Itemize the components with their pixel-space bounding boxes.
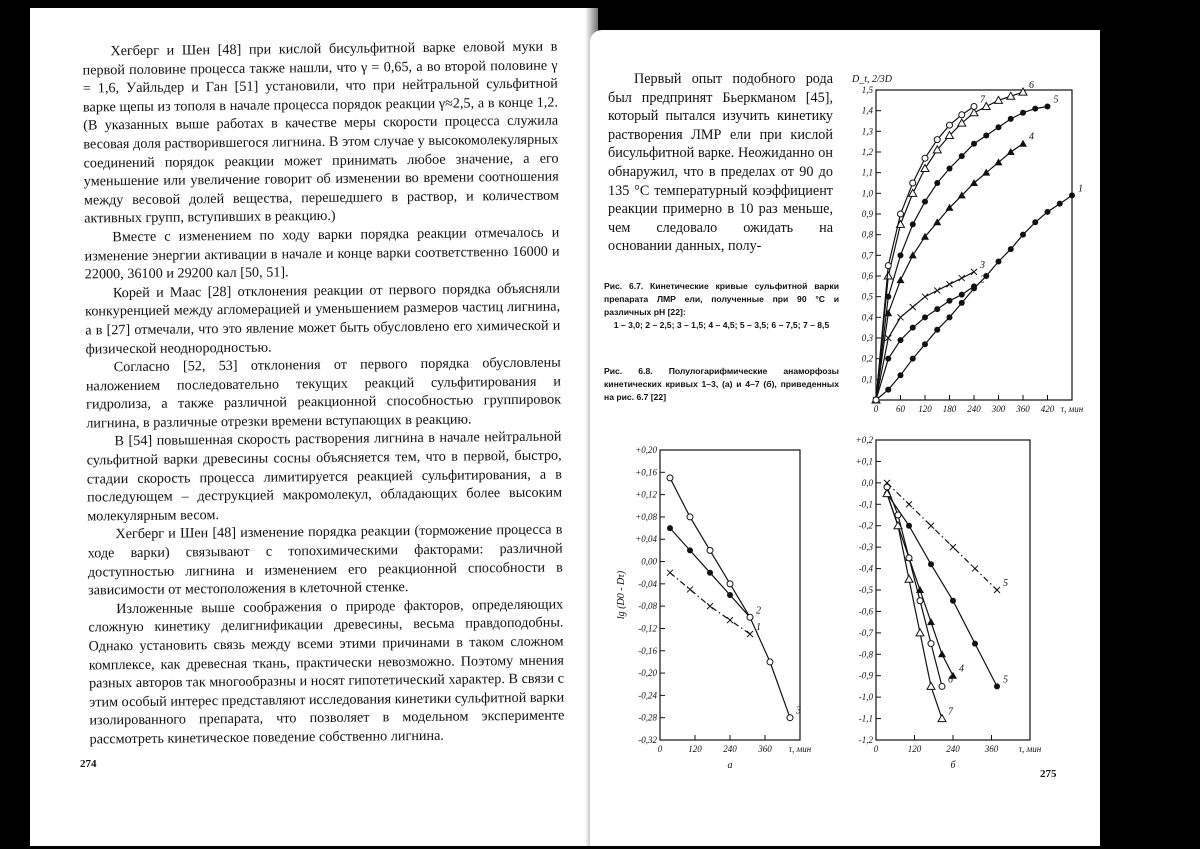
data-point xyxy=(934,306,940,312)
data-point xyxy=(787,715,793,721)
x-tick-label: 360 xyxy=(984,744,999,754)
data-point xyxy=(1020,232,1026,238)
data-point xyxy=(910,221,916,227)
paragraph: Корей и Маас [28] отклонения реакции от первого порядка объясняли конкуренцией между агломерацией и уменьшением размеров частиц лигнина, а в [27] отмечали, что это явление может быть обусловлено его химической и физической неоднородностью. xyxy=(85,280,561,357)
y-tick-label: 1,5 xyxy=(861,85,873,95)
y-tick-label: 1,3 xyxy=(861,126,873,137)
data-point xyxy=(947,122,953,128)
x-tick-label: 240 xyxy=(946,744,960,754)
data-point xyxy=(934,180,940,186)
data-point xyxy=(922,341,928,347)
data-point xyxy=(947,314,953,320)
data-point xyxy=(994,683,1000,689)
data-point xyxy=(1007,148,1015,155)
data-point xyxy=(898,252,904,258)
y-tick-label: +0,2 xyxy=(855,435,873,445)
y-tick-label: -1,0 xyxy=(858,692,873,703)
data-point xyxy=(767,659,773,665)
x-tick-label: 360 xyxy=(758,744,772,754)
y-tick-label: 0,7 xyxy=(861,250,873,261)
data-point xyxy=(959,112,965,118)
plot-frame xyxy=(876,90,1072,400)
y-tick-label: -1,1 xyxy=(858,713,873,724)
left-page xyxy=(30,8,598,846)
y-tick-label: -0,7 xyxy=(858,627,873,638)
data-point xyxy=(959,292,965,298)
series-label: 7 xyxy=(948,706,953,718)
paragraph: Согласно [52, 53] отклонения от первого порядка обусловлены наложением последовательно текущих реакций сульфитирования и гидролиза, а также различной реакционной способностью группировок лигнина, в различные отрезки времени вступающих в реакцию. xyxy=(85,354,562,432)
paragraph: Вместе с изменением по ходу варки порядка реакции отмечалось и изменение энергии активации в начале и конце варки соответственно 16000 и 22000, 36100 и 29200 кал [50, 51]. xyxy=(84,224,560,283)
data-point xyxy=(885,356,891,362)
series-label: 3 xyxy=(980,259,985,271)
data-point xyxy=(909,251,917,258)
x-tick-label: 0 xyxy=(873,404,879,414)
series-label: 5 xyxy=(1053,94,1059,106)
series-line xyxy=(876,144,1023,400)
chart-kinetic-curves xyxy=(852,70,1082,420)
data-point xyxy=(928,561,934,567)
paragraph: Хегберг и Шен [48] изменение порядка реакции (торможение процесса в ходе варки) связывают с топохимическими факторами: различной доступностью лигнина и изменением его реакционной способности в зависимости от местоположения в клеточной стенке. xyxy=(87,521,563,599)
left-page-text xyxy=(82,38,564,749)
data-point xyxy=(687,547,693,553)
data-point xyxy=(1008,246,1014,252)
y-tick-label: -0,2 xyxy=(858,520,873,531)
data-point xyxy=(906,555,912,561)
y-tick-label: -0,24 xyxy=(638,690,657,701)
y-tick-label: +0,04 xyxy=(635,534,657,545)
panel-label: а xyxy=(727,760,733,771)
data-point xyxy=(934,137,940,143)
x-tick-label: τ, мин xyxy=(788,744,812,754)
y-tick-label: 1,2 xyxy=(861,147,873,157)
data-point xyxy=(938,650,946,657)
y-tick-label: 0,9 xyxy=(861,209,873,219)
y-tick-label: 1,4 xyxy=(861,105,873,116)
chart-semilog-b xyxy=(830,430,1045,770)
y-tick-label: -0,16 xyxy=(638,645,657,656)
data-point xyxy=(1045,209,1051,215)
x-tick-label: 180 xyxy=(942,404,957,414)
figure-caption-6-8 xyxy=(604,365,839,404)
x-tick-label: 420 xyxy=(1040,404,1055,414)
y-tick-label: -0,5 xyxy=(858,585,873,595)
series-label: 7 xyxy=(980,94,985,106)
x-tick-label: τ, мин xyxy=(1060,404,1084,414)
data-point xyxy=(1057,201,1063,207)
y-tick-label: 0,1 xyxy=(861,374,873,385)
data-point xyxy=(947,298,953,304)
data-point xyxy=(895,512,901,518)
data-point xyxy=(898,372,904,378)
series-label: 6 xyxy=(1029,80,1034,92)
data-point xyxy=(905,575,913,582)
caption-title: Рис. 6.7. Кинетические кривые сульфитной варки препарата ЛМР ели, полученные при 90 °С и различных pH [22]: xyxy=(604,281,839,317)
y-tick-label: 0,0 xyxy=(861,477,873,488)
x-tick-label: 300 xyxy=(991,404,1006,414)
data-point xyxy=(927,682,935,689)
series-line xyxy=(887,494,997,687)
y-tick-label: +0,12 xyxy=(635,489,657,500)
data-point xyxy=(910,325,916,331)
paragraph: Изложенные выше соображения о природе факторов, определяющих сложную кинетику делигнификации древесины, весьма правдоподобны. Однако установить связь между всеми этими причинами в таком сложном комплексе, как древесная ткань, практически невозможно. Поэтому мнения разных авторов так многообразны и носят гипотетический характер. В связи с этим особый интерес представляют исследования кинетики сульфитной варки изолированного препарата, что позволяет в модельном эксперименте рассмотреть кинетическое поведение собственно лигнина. xyxy=(88,596,565,748)
data-point xyxy=(667,525,673,531)
right-page-text xyxy=(608,70,833,256)
data-point xyxy=(884,272,892,279)
y-tick-label: 0,00 xyxy=(641,556,657,567)
data-point xyxy=(898,337,904,343)
data-point xyxy=(971,283,977,289)
y-tick-label: -0,3 xyxy=(858,542,873,553)
data-point xyxy=(959,300,965,306)
y-tick-label: 1,1 xyxy=(861,167,873,178)
y-tick-label: -0,20 xyxy=(638,668,657,679)
x-tick-label: 0 xyxy=(873,744,879,754)
data-point xyxy=(1019,88,1027,95)
data-point xyxy=(1069,192,1075,198)
y-tick-label: 0,8 xyxy=(861,229,873,240)
y-tick-label: -1,2 xyxy=(858,735,873,745)
page-number-left: 274 xyxy=(80,758,97,770)
x-tick-label: 120 xyxy=(918,404,932,414)
data-point xyxy=(916,629,924,636)
series-label: 4 xyxy=(1029,131,1034,143)
x-tick-label: 60 xyxy=(896,404,905,414)
y-tick-label: +0,16 xyxy=(635,467,657,478)
data-point xyxy=(897,276,905,283)
y-tick-label: 1,0 xyxy=(861,188,873,199)
data-point xyxy=(1045,104,1051,110)
caption-title: Рис. 6.8. Полулогарифмические анаморфозы кинетических кривых 1–3, (а) и 4–7 (б), приведенных на рис. 6.7 [22] xyxy=(604,366,839,402)
x-tick-label: 240 xyxy=(967,404,981,414)
data-point xyxy=(922,314,928,320)
paragraph: В [54] повышенная скорость растворения лигнина в начале нейтральной сульфитной варки древесины сосны объясняется тем, что в первой, быстро, стадии скорость процесса лимитируется реакцией сульфитирования, а в последующем – деструкцией макромолекул, обладающих более высоким молекулярным весом. xyxy=(86,428,563,525)
y-tick-label: -0,12 xyxy=(638,623,657,634)
y-tick-label: 0,2 xyxy=(861,353,873,364)
data-point xyxy=(921,165,929,172)
y-tick-label: -0,6 xyxy=(858,606,873,617)
y-tick-label: +0,1 xyxy=(855,456,873,467)
series-label: 2 xyxy=(980,274,985,286)
data-point xyxy=(996,259,1002,265)
data-point xyxy=(938,715,946,722)
y-tick-label: -0,1 xyxy=(858,499,873,510)
series-label: 1 xyxy=(756,622,761,634)
data-point xyxy=(1019,140,1027,147)
x-tick-label: 120 xyxy=(688,744,702,754)
series-label: 2 xyxy=(756,605,761,617)
series-label: 3 xyxy=(796,705,801,717)
series-label: 4 xyxy=(959,663,964,675)
data-point xyxy=(898,211,904,217)
data-point xyxy=(917,598,923,604)
series-label: 5 xyxy=(1003,674,1008,686)
data-point xyxy=(947,166,953,172)
y-tick-label: 0,3 xyxy=(861,333,873,343)
data-point xyxy=(910,180,916,186)
series-label: 6 xyxy=(948,674,953,686)
y-tick-label: -0,08 xyxy=(638,601,657,612)
y-axis-label: lg (D0 - Dτ) xyxy=(616,570,627,620)
data-point xyxy=(983,132,989,138)
data-point xyxy=(934,327,940,333)
data-point xyxy=(1032,219,1038,225)
data-point xyxy=(928,641,934,647)
y-tick-label: -0,32 xyxy=(638,735,657,745)
y-tick-label: +0,20 xyxy=(635,445,657,455)
data-point xyxy=(971,104,977,110)
panel-label: б xyxy=(950,760,956,771)
data-point xyxy=(687,514,693,520)
data-point xyxy=(910,356,916,362)
x-tick-label: 240 xyxy=(723,744,737,754)
data-point xyxy=(727,592,733,598)
data-point xyxy=(707,547,713,553)
chart-semilog-a xyxy=(610,430,810,770)
y-tick-label: -0,28 xyxy=(638,712,657,723)
data-point xyxy=(972,641,978,647)
y-tick-label: -0,04 xyxy=(638,578,657,589)
page-number-right: 275 xyxy=(1040,768,1057,780)
x-tick-label: 120 xyxy=(907,744,922,754)
y-axis-label: D_t, 2/3D xyxy=(852,74,892,85)
data-point xyxy=(885,263,891,269)
data-point xyxy=(927,618,935,625)
y-tick-label: 0,5 xyxy=(861,291,873,302)
x-tick-label: τ, мин xyxy=(1018,744,1042,754)
x-tick-label: 0 xyxy=(657,744,663,754)
figure-caption-6-7 xyxy=(604,280,839,332)
data-point xyxy=(747,614,753,620)
data-point xyxy=(971,141,977,147)
data-point xyxy=(885,387,891,393)
caption-legend: 1 – 3,0; 2 – 2,5; 3 – 1,5; 4 – 4,5; 5 – 3,5; 6 – 7,5; 7 – 8,5 xyxy=(613,320,830,330)
data-point xyxy=(1008,116,1014,122)
y-tick-label: -0,9 xyxy=(858,670,873,681)
data-point xyxy=(922,199,928,205)
data-point xyxy=(1032,106,1038,112)
data-point xyxy=(959,153,965,159)
data-point xyxy=(667,475,673,481)
y-tick-label: +0,08 xyxy=(635,511,657,522)
data-point xyxy=(939,683,945,689)
data-point xyxy=(727,581,733,587)
right-page xyxy=(590,30,1100,846)
plot-frame xyxy=(876,440,1030,740)
paragraph: Хегберг и Шен [48] при кислой бисульфитной варке еловой муки в первой половине процесса также нашли, что γ = 0,65, а во второй половине γ = 1,6, Уайльдер и Ган [51] установили, что при нейтральной сульфитной варке щепы из тополя в начале процесса порядок реакции γ≈2,5, а в конце 1,2. (В указанных выше работах в качестве меры скорости процесса служила весовая доля растворившегося лигнина. В этом случае у высокомолекулярных соединений порядок реакции может принимать любое значение, а его уменьшение или увеличение говорит об изменении во времени соотношения между весовой долей вещества, перешедшего в раствор, и количеством активных групп, вступивших в реакцию.) xyxy=(82,38,560,227)
y-tick-label: -0,4 xyxy=(858,563,873,574)
data-point xyxy=(922,155,928,161)
series-label: 1 xyxy=(1078,183,1083,195)
y-tick-label: 0,6 xyxy=(861,271,873,281)
y-tick-label: -0,8 xyxy=(858,649,873,660)
x-tick-label: 360 xyxy=(1016,404,1030,414)
data-point xyxy=(906,523,912,529)
series-line xyxy=(876,195,1072,400)
paragraph: Первый опыт подобного рода был предпринят Бьеркманом [45], который пытался изучить кинетику растворения ЛМР ели при кислой бисульфитной варке. Неожиданно он обнаружил, что в пределах от 90 до 135 °С температурный коэффициент реакции примерно в 10 раз меньше, чем следовало ожидать на основании данных, полу- xyxy=(608,71,833,255)
y-tick-label: 0,4 xyxy=(861,312,873,323)
series-label: 5 xyxy=(1003,578,1008,589)
data-point xyxy=(1020,110,1026,116)
data-point xyxy=(950,598,956,604)
data-point xyxy=(996,124,1002,130)
data-point xyxy=(707,570,713,576)
data-point xyxy=(873,397,879,403)
